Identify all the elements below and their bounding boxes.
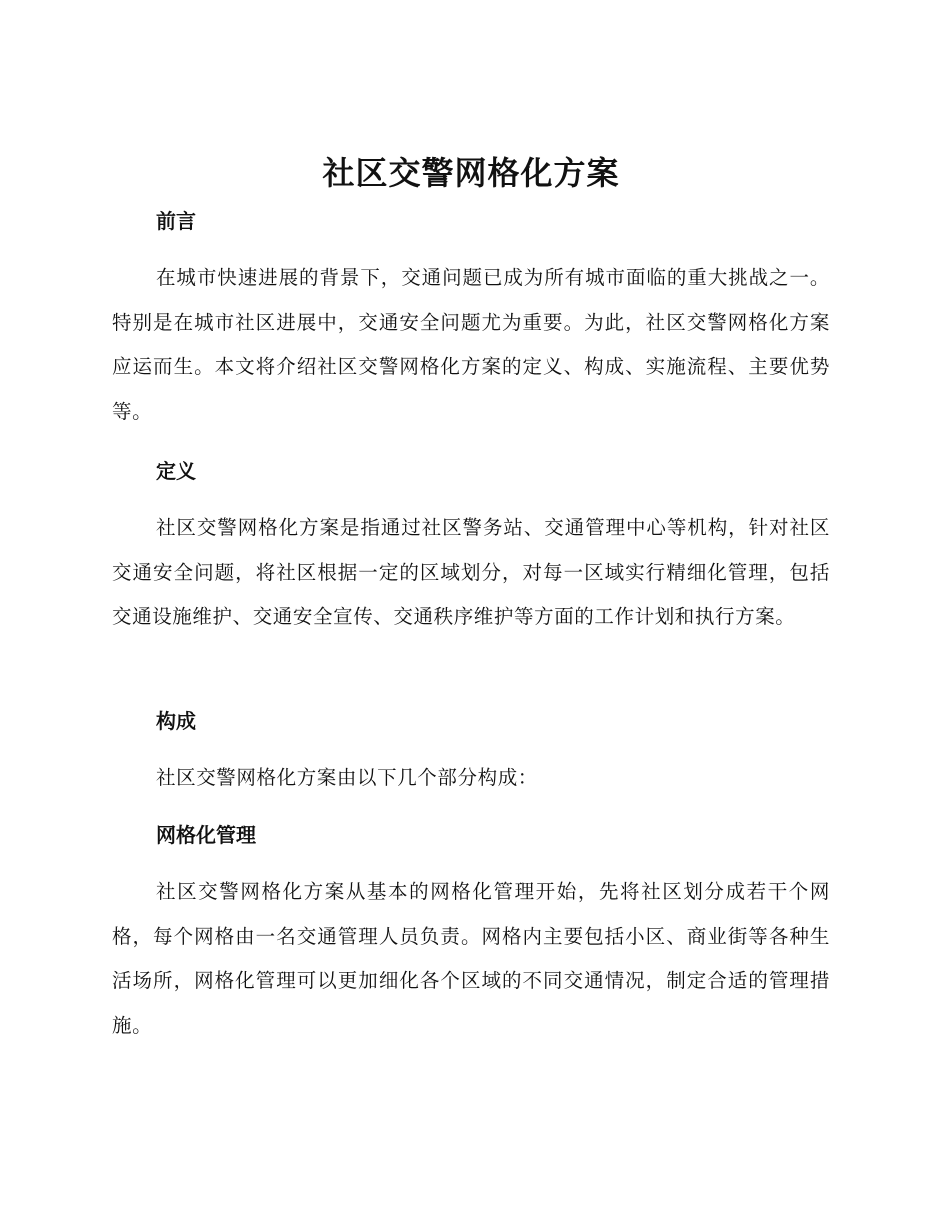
section-heading-grid-management: 网格化管理 (156, 823, 256, 847)
section-paragraph-definition: 社区交警网格化方案是指通过社区警务站、交通管理中心等机构，针对社区交通安全问题，将社区根据一定的区域划分，对每一区域实行精细化管理，包括交通设施维护、交通安全宣传、交通秩序维护等方面的工作计划和执行方案。 (112, 516, 830, 629)
section-paragraph-grid-management: 社区交警网格化方案从基本的网格化管理开始，先将社区划分成若干个网格，每个网格由一名交通管理人员负责。网格内主要包括小区、商业街等各种生活场所，网格化管理可以更加细化各个区域的不同交通情况，制定合适的管理措施。 (112, 880, 830, 1037)
section-paragraph-preface: 在城市快速进展的背景下，交通问题已成为所有城市面临的重大挑战之一。特别是在城市社区进展中，交通安全问题尤为重要。为此，社区交警网格化方案应运而生。本文将介绍社区交警网格化方案的定义、构成、实施流程、主要优势等。 (112, 266, 830, 423)
section-paragraph-composition: 社区交警网格化方案由以下几个部分构成： (156, 766, 538, 789)
section-heading-definition: 定义 (156, 459, 196, 483)
section-heading-composition: 构成 (156, 709, 196, 733)
section-heading-preface: 前言 (156, 209, 196, 233)
document-title: 社区交警网格化方案 (322, 154, 620, 192)
